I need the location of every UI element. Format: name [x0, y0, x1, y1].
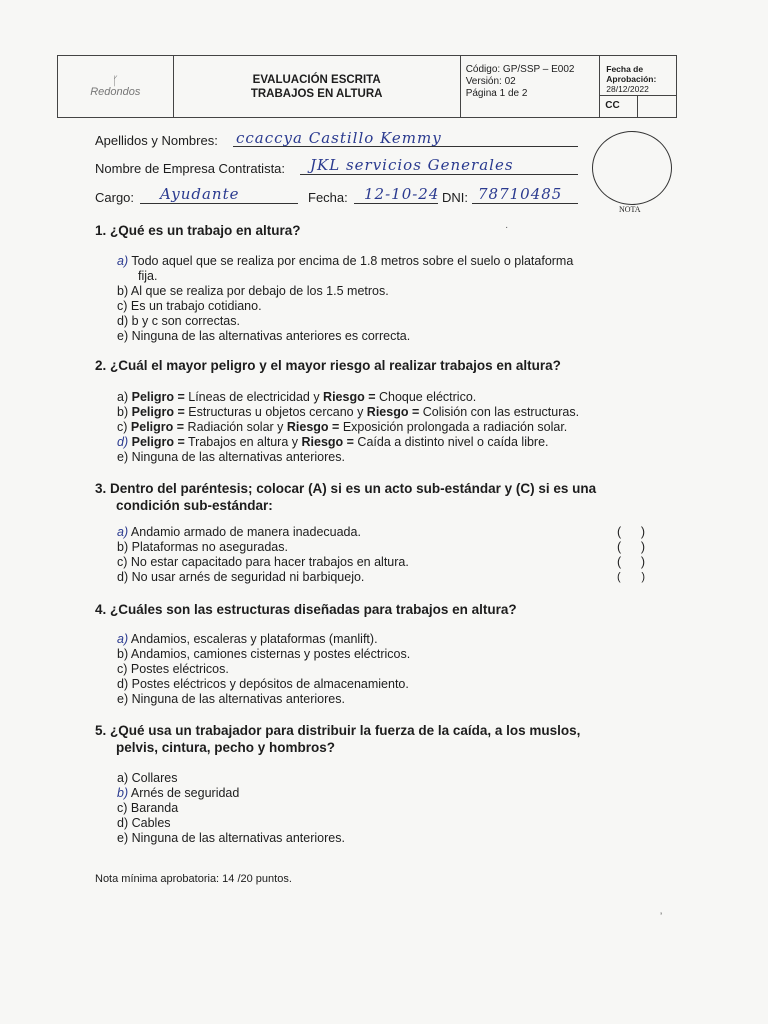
option-1e[interactable]: e) Ninguna de las alternativas anteriores es correcta. [117, 329, 411, 343]
logo [58, 56, 174, 117]
option-3d: d) No usar arnés de seguridad ni barbiquejo. [117, 570, 365, 584]
name-label: Apellidos y Nombres: [95, 133, 218, 148]
paren-3c[interactable]: ( ) [617, 555, 645, 569]
option-4b[interactable]: b) Andamios, camiones cisternas y postes eléctricos. [117, 647, 411, 661]
answer-check-icon: b) [117, 786, 129, 800]
page-number: Página 1 de 2 [465, 88, 528, 99]
question-5-line-1: 5. ¿Qué usa un trabajador para distribuir la fuerza de la caída, a los muslos, [95, 723, 581, 738]
option-2c[interactable]: c) Peligro = Radiación solar y Riesgo = Exposición prolongada a radiación solar. [117, 420, 568, 434]
option-2d[interactable]: d) Peligro = Trabajos en altura y Riesgo = Caída a distinto nivel o caída libre. [117, 435, 549, 449]
option-1a[interactable]: a) Todo aquel que se realiza por encima de 1.8 metros sobre el suelo o plataforma [117, 254, 574, 268]
role-line [140, 203, 298, 204]
title-line-1: EVALUACIÓN ESCRITA [252, 73, 381, 86]
dni-label: DNI: [442, 190, 468, 205]
answer-check-icon: d) [117, 435, 129, 449]
score-label: NOTA [619, 205, 641, 214]
document-code-block [461, 56, 601, 117]
option-1c[interactable]: c) Es un trabajo cotidiano. [117, 299, 262, 313]
paren-3b[interactable]: ( ) [617, 540, 645, 554]
question-2-options [117, 390, 579, 465]
question-3-options [117, 525, 409, 585]
question-5 [95, 722, 655, 756]
answer-check-icon: a) [117, 632, 129, 646]
answer-check-icon: a) [117, 525, 129, 539]
option-5e[interactable]: e) Ninguna de las alternativas anteriores. [117, 831, 345, 845]
option-3b: b) Plataformas no aseguradas. [117, 540, 288, 554]
passing-score-note: Nota mínima aprobatoria: 14 /20 puntos. [95, 873, 292, 885]
role-label: Cargo: [95, 190, 135, 205]
answer-parentheses [617, 525, 645, 585]
date-value[interactable]: 12-10-24 [364, 185, 440, 203]
question-1: 1. ¿Qué es un trabajo en altura? [95, 223, 301, 238]
option-4a[interactable]: a) Andamios, escaleras y plataformas (manlift). [117, 632, 378, 646]
date-line [354, 203, 438, 204]
title-line-2: TRABAJOS EN ALTURA [250, 87, 383, 100]
option-5a[interactable]: a) Collares [117, 771, 178, 785]
question-4: 4. ¿Cuáles son las estructuras diseñadas para trabajos en altura? [95, 602, 517, 617]
option-3c: c) No estar capacitado para hacer trabajos en altura. [117, 555, 409, 569]
option-5d[interactable]: d) Cables [117, 816, 171, 830]
question-5-line-2: pelvis, cintura, pecho y hombros? [116, 740, 336, 755]
ink-dot: · [505, 222, 509, 233]
option-1d[interactable]: d) b y c son correctas. [117, 314, 240, 328]
score-circle [592, 131, 672, 205]
cc-label: CC [600, 96, 638, 117]
approval-block [600, 56, 676, 117]
name-value[interactable]: ccaccya Castillo Kemmy [236, 129, 442, 147]
logo-text: Redondos [90, 85, 141, 98]
option-4d[interactable]: d) Postes eléctricos y depósitos de almacenamiento. [117, 677, 409, 691]
document-version: Versión: 02 [465, 76, 516, 87]
option-4c[interactable]: c) Postes eléctricos. [117, 662, 229, 676]
question-1-options [117, 254, 573, 344]
ink-mark: ʼ [660, 912, 663, 923]
dni-line [472, 203, 578, 204]
question-3-line-2: condición sub-estándar: [116, 498, 273, 513]
question-2: 2. ¿Cuál el mayor peligro y el mayor riesgo al realizar trabajos en altura? [95, 358, 561, 373]
option-2a[interactable]: a) Peligro = Líneas de electricidad y Riesgo = Choque eléctrico. [117, 390, 477, 404]
role-value[interactable]: Ayudante [160, 185, 240, 203]
paren-3d[interactable]: ( ) [617, 571, 645, 583]
answer-check-icon: a) [117, 254, 129, 268]
paren-3a[interactable]: ( ) [617, 525, 645, 539]
question-4-options [117, 632, 410, 707]
question-3-line-1: 3. Dentro del paréntesis; colocar (A) si es un acto sub-estándar y (C) si es una [95, 481, 597, 496]
option-5c[interactable]: c) Baranda [117, 801, 179, 815]
document-title [174, 56, 461, 117]
document-code: Código: GP/SSP – E002 [465, 64, 575, 75]
document-header [57, 55, 677, 118]
approval-date: 28/12/2022 [606, 84, 649, 94]
option-2e[interactable]: e) Ninguna de las alternativas anteriores. [117, 450, 345, 464]
company-label: Nombre de Empresa Contratista: [95, 161, 286, 176]
question-3 [95, 480, 655, 514]
option-3a: a) Andamio armado de manera inadecuada. [117, 525, 361, 539]
company-value[interactable]: JKL servicios Generales [310, 156, 514, 174]
option-4e[interactable]: e) Ninguna de las alternativas anteriores. [117, 692, 345, 706]
option-1b[interactable]: b) Al que se realiza por debajo de los 1.5 metros. [117, 284, 389, 298]
option-1a-cont: fija. [138, 269, 158, 283]
date-label: Fecha: [308, 190, 348, 205]
question-5-options [117, 771, 345, 846]
dni-value[interactable]: 78710485 [478, 185, 563, 203]
logo-mark-icon: ᚴ [111, 73, 119, 88]
option-2b[interactable]: b) Peligro = Estructuras u objetos cercano y Riesgo = Colisión con las estructuras. [117, 405, 580, 419]
approval-label: Fecha de Aprobación: [606, 64, 657, 84]
option-5b[interactable]: b) Arnés de seguridad [117, 786, 240, 800]
company-line [300, 174, 578, 175]
